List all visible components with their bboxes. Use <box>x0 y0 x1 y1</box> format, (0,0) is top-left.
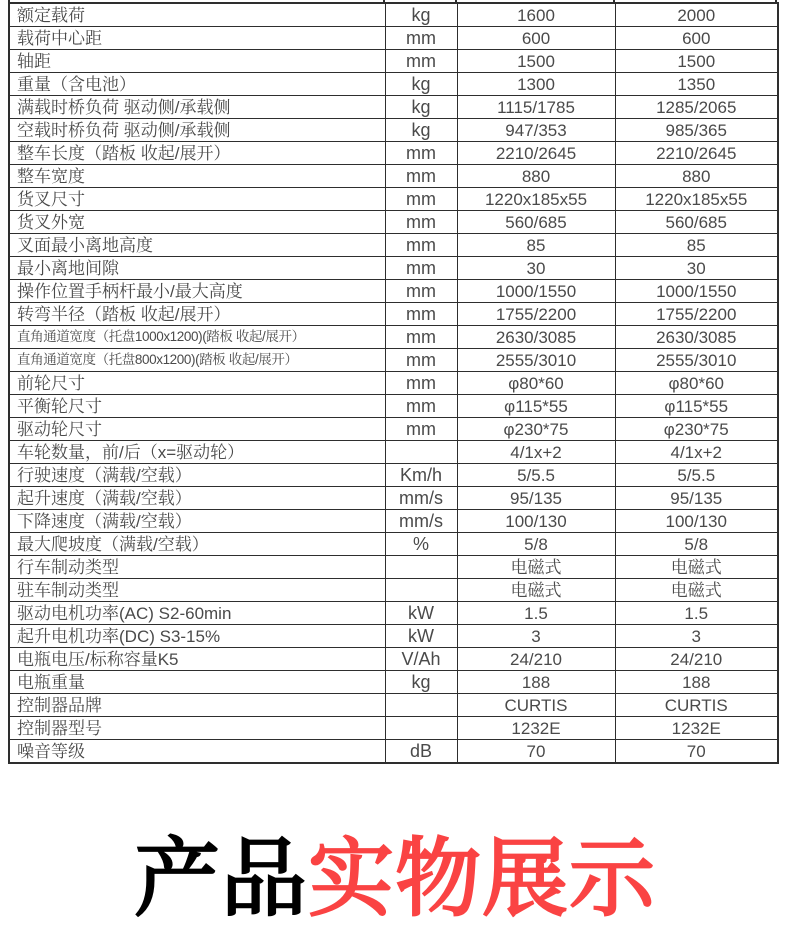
spec-row <box>9 96 778 119</box>
spec-label-cell: 控制器型号 <box>9 717 385 740</box>
spec-value-cell: 1350 <box>615 73 778 96</box>
spec-value-cell: 1300 <box>457 73 615 96</box>
spec-label-cell: 控制器品牌 <box>9 694 385 717</box>
spec-table-body <box>9 3 778 763</box>
spec-row <box>9 372 778 395</box>
spec-value-cell: 2555/3010 <box>457 349 615 372</box>
spec-value-cell: 电磁式 <box>457 579 615 602</box>
spec-value-cell: 600 <box>615 27 778 50</box>
spec-unit-cell: mm <box>385 188 457 211</box>
spec-unit-cell: mm <box>385 303 457 326</box>
spec-label-cell: 货叉外宽 <box>9 211 385 234</box>
spec-unit-cell: kg <box>385 3 457 27</box>
spec-value-cell: 30 <box>615 257 778 280</box>
spec-unit-cell: mm <box>385 326 457 349</box>
spec-label-cell: 重量（含电池） <box>9 73 385 96</box>
spec-unit-cell: mm <box>385 165 457 188</box>
spec-label-cell: 载荷中心距 <box>9 27 385 50</box>
spec-value-cell: 1500 <box>615 50 778 73</box>
spec-unit-cell: dB <box>385 740 457 764</box>
spec-label-cell: 车轮数量，前/后（x=驱动轮） <box>9 441 385 464</box>
spec-value-cell: 电磁式 <box>615 579 778 602</box>
spec-row <box>9 142 778 165</box>
spec-value-cell: 5/5.5 <box>457 464 615 487</box>
spec-row <box>9 395 778 418</box>
spec-row <box>9 211 778 234</box>
spec-row <box>9 50 778 73</box>
spec-value-cell: 600 <box>457 27 615 50</box>
spec-unit-cell <box>385 579 457 602</box>
spec-label-cell: 空载时桥负荷 驱动侧/承载侧 <box>9 119 385 142</box>
spec-value-cell: 1755/2200 <box>457 303 615 326</box>
spec-label-cell: 轴距 <box>9 50 385 73</box>
spec-value-cell: 85 <box>615 234 778 257</box>
spec-label-cell: 起升速度（满载/空载） <box>9 487 385 510</box>
spec-value-cell: 188 <box>457 671 615 694</box>
spec-label-cell: 直角通道宽度（托盘800x1200)(踏板 收起/展开） <box>9 349 385 372</box>
spec-value-cell: 985/365 <box>615 119 778 142</box>
spec-value-cell: 560/685 <box>457 211 615 234</box>
spec-value-cell: 1232E <box>615 717 778 740</box>
spec-unit-cell: mm <box>385 142 457 165</box>
spec-row <box>9 73 778 96</box>
spec-value-cell: φ80*60 <box>457 372 615 395</box>
spec-row <box>9 441 778 464</box>
spec-value-cell: 70 <box>457 740 615 764</box>
spec-value-cell: 2555/3010 <box>615 349 778 372</box>
spec-value-cell: 电磁式 <box>615 556 778 579</box>
spec-value-cell: 24/210 <box>615 648 778 671</box>
spec-value-cell: 24/210 <box>457 648 615 671</box>
spec-unit-cell <box>385 717 457 740</box>
spec-row <box>9 579 778 602</box>
spec-row <box>9 418 778 441</box>
spec-table <box>8 2 779 764</box>
spec-unit-cell: kg <box>385 96 457 119</box>
spec-row <box>9 188 778 211</box>
spec-value-cell: 2000 <box>615 3 778 27</box>
spec-value-cell: 1232E <box>457 717 615 740</box>
spec-value-cell: 4/1x+2 <box>615 441 778 464</box>
spec-value-cell: 100/130 <box>457 510 615 533</box>
spec-row <box>9 234 778 257</box>
spec-label-cell: 噪音等级 <box>9 740 385 764</box>
spec-value-cell: 4/1x+2 <box>457 441 615 464</box>
spec-unit-cell: kW <box>385 625 457 648</box>
spec-row <box>9 625 778 648</box>
spec-value-cell: 2630/3085 <box>457 326 615 349</box>
spec-unit-cell: mm <box>385 418 457 441</box>
spec-value-cell: φ80*60 <box>615 372 778 395</box>
spec-row <box>9 556 778 579</box>
spec-value-cell: 1220x185x55 <box>615 188 778 211</box>
spec-row <box>9 303 778 326</box>
section-title-highlight: 实物展示 <box>308 831 656 927</box>
spec-value-cell: 2630/3085 <box>615 326 778 349</box>
spec-unit-cell: kg <box>385 119 457 142</box>
spec-value-cell: 电磁式 <box>457 556 615 579</box>
spec-value-cell: 880 <box>615 165 778 188</box>
section-title <box>0 831 790 927</box>
spec-value-cell: CURTIS <box>615 694 778 717</box>
spec-row <box>9 602 778 625</box>
spec-value-cell: 95/135 <box>457 487 615 510</box>
spec-value-cell: 1500 <box>457 50 615 73</box>
spec-label-cell: 货叉尺寸 <box>9 188 385 211</box>
spec-unit-cell: mm/s <box>385 510 457 533</box>
spec-label-cell: 驱动电机功率(AC) S2-60min <box>9 602 385 625</box>
spec-row <box>9 27 778 50</box>
spec-row <box>9 257 778 280</box>
spec-value-cell: 188 <box>615 671 778 694</box>
spec-row <box>9 165 778 188</box>
spec-value-cell: 1220x185x55 <box>457 188 615 211</box>
spec-unit-cell: V/Ah <box>385 648 457 671</box>
spec-unit-cell <box>385 441 457 464</box>
spec-label-cell: 电瓶重量 <box>9 671 385 694</box>
spec-unit-cell: mm <box>385 234 457 257</box>
spec-value-cell: 1000/1550 <box>457 280 615 303</box>
spec-table-section <box>8 2 777 764</box>
spec-row <box>9 349 778 372</box>
spec-value-cell: 1.5 <box>457 602 615 625</box>
spec-unit-cell: kW <box>385 602 457 625</box>
spec-value-cell: 1285/2065 <box>615 96 778 119</box>
spec-value-cell: 70 <box>615 740 778 764</box>
spec-value-cell: 1755/2200 <box>615 303 778 326</box>
spec-unit-cell: mm <box>385 280 457 303</box>
spec-row <box>9 694 778 717</box>
spec-value-cell: 1115/1785 <box>457 96 615 119</box>
spec-value-cell: CURTIS <box>457 694 615 717</box>
spec-unit-cell: % <box>385 533 457 556</box>
spec-label-cell: 驻车制动类型 <box>9 579 385 602</box>
spec-row <box>9 119 778 142</box>
spec-label-cell: 最小离地间隙 <box>9 257 385 280</box>
spec-value-cell: 5/8 <box>457 533 615 556</box>
spec-label-cell: 行车制动类型 <box>9 556 385 579</box>
spec-unit-cell: mm <box>385 349 457 372</box>
spec-row <box>9 648 778 671</box>
spec-value-cell: φ230*75 <box>457 418 615 441</box>
spec-row <box>9 717 778 740</box>
spec-row <box>9 487 778 510</box>
spec-unit-cell: mm <box>385 395 457 418</box>
spec-value-cell: 1.5 <box>615 602 778 625</box>
spec-label-cell: 额定载荷 <box>9 3 385 27</box>
spec-label-cell: 驱动轮尺寸 <box>9 418 385 441</box>
spec-row <box>9 533 778 556</box>
spec-row <box>9 326 778 349</box>
spec-value-cell: 3 <box>615 625 778 648</box>
spec-value-cell: 2210/2645 <box>457 142 615 165</box>
spec-label-cell: 前轮尺寸 <box>9 372 385 395</box>
spec-row <box>9 3 778 27</box>
spec-value-cell: 100/130 <box>615 510 778 533</box>
spec-label-cell: 起升电机功率(DC) S3-15% <box>9 625 385 648</box>
spec-label-cell: 叉面最小离地高度 <box>9 234 385 257</box>
spec-label-cell: 整车长度（踏板 收起/展开） <box>9 142 385 165</box>
spec-row <box>9 740 778 764</box>
spec-label-cell: 整车宽度 <box>9 165 385 188</box>
spec-unit-cell: mm <box>385 211 457 234</box>
spec-label-cell: 转弯半径（踏板 收起/展开） <box>9 303 385 326</box>
spec-row <box>9 510 778 533</box>
spec-value-cell: 5/8 <box>615 533 778 556</box>
spec-label-cell: 操作位置手柄杆最小/最大高度 <box>9 280 385 303</box>
spec-unit-cell: kg <box>385 671 457 694</box>
spec-label-cell: 直角通道宽度（托盘1000x1200)(踏板 收起/展开） <box>9 326 385 349</box>
spec-unit-cell <box>385 694 457 717</box>
spec-value-cell: φ115*55 <box>615 395 778 418</box>
spec-unit-cell: mm <box>385 372 457 395</box>
spec-row <box>9 464 778 487</box>
spec-row <box>9 280 778 303</box>
spec-value-cell: φ230*75 <box>615 418 778 441</box>
spec-label-cell: 满载时桥负荷 驱动侧/承载侧 <box>9 96 385 119</box>
spec-value-cell: 880 <box>457 165 615 188</box>
spec-unit-cell: Km/h <box>385 464 457 487</box>
section-title-prefix: 产品 <box>134 831 308 927</box>
spec-value-cell: 30 <box>457 257 615 280</box>
spec-unit-cell: mm <box>385 257 457 280</box>
spec-unit-cell: mm <box>385 50 457 73</box>
spec-value-cell: 3 <box>457 625 615 648</box>
spec-label-cell: 平衡轮尺寸 <box>9 395 385 418</box>
spec-label-cell: 电瓶电压/标称容量K5 <box>9 648 385 671</box>
spec-value-cell: 95/135 <box>615 487 778 510</box>
spec-value-cell: 85 <box>457 234 615 257</box>
spec-value-cell: 560/685 <box>615 211 778 234</box>
spec-value-cell: 947/353 <box>457 119 615 142</box>
spec-unit-cell: kg <box>385 73 457 96</box>
spec-label-cell: 最大爬坡度（满载/空载） <box>9 533 385 556</box>
spec-unit-cell: mm <box>385 27 457 50</box>
spec-unit-cell: mm/s <box>385 487 457 510</box>
spec-unit-cell <box>385 556 457 579</box>
spec-label-cell: 行驶速度（满载/空载） <box>9 464 385 487</box>
spec-value-cell: φ115*55 <box>457 395 615 418</box>
spec-value-cell: 1000/1550 <box>615 280 778 303</box>
spec-value-cell: 1600 <box>457 3 615 27</box>
spec-row <box>9 671 778 694</box>
spec-label-cell: 下降速度（满载/空载） <box>9 510 385 533</box>
spec-value-cell: 5/5.5 <box>615 464 778 487</box>
spec-value-cell: 2210/2645 <box>615 142 778 165</box>
